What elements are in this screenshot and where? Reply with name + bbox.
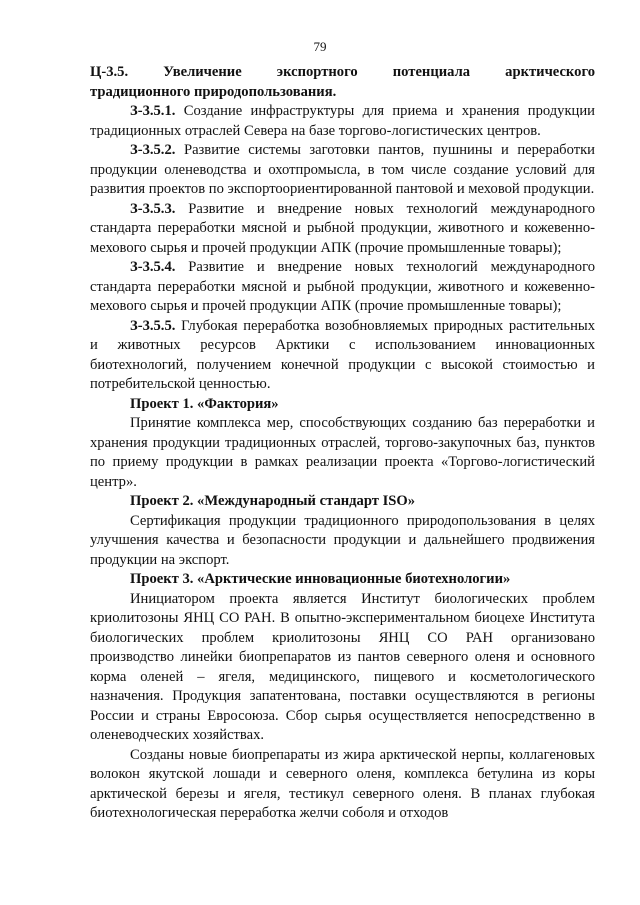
task-paragraph <box>90 317 595 395</box>
task-paragraph <box>90 200 595 259</box>
page-number: 79 <box>313 39 327 54</box>
task-text: Глубокая переработка возобновляемых природных растительных и животных ресурсов Арктики с использованием инновационных биотехнологий, получением конечной продукции с высокой стоимостью и потребительской ценностью. <box>90 317 595 392</box>
project-paragraph: Созданы новые биопрепараты из жира арктической нерпы, коллагеновых волокон якутской лошади и северного оленя, комплекса бетулина из коры арктической березы и ягеля, тестикул северного оленя. В планах глубокая биотехнологическая переработка желчи соболя и отходов <box>90 746 595 821</box>
task-paragraph <box>90 102 595 141</box>
project-title: Проект 1. «Фактория» <box>130 395 279 412</box>
task-text: Развитие и внедрение новых технологий международного стандарта переработки мясной и рыбной продукции, животного и кожевенно-мехового сырья и прочей продукции АПК (прочие промышленные товары); <box>90 259 595 314</box>
task-code: З-3.5.3. <box>130 200 176 217</box>
task-text: Развитие системы заготовки пантов, пушнины и переработки продукции оленеводства и охотпромысла, в том числе создание условий для развития проектов по экспортоориентированной пантовой и меховой продукции. <box>90 142 595 197</box>
section-heading-line-2: традиционного природопользования. <box>90 83 337 100</box>
task-paragraph <box>90 141 595 200</box>
section-heading-line-1: Ц-3.5. Увеличение экспортного потенциала арктического <box>90 64 595 80</box>
project-paragraph: Сертификация продукции традиционного природопользования в целях улучшения качества и безопасности продукции и дальнейшего продвижения продукции на экспорт. <box>90 512 595 568</box>
page-content <box>90 63 595 824</box>
task-code: З-3.5.5. <box>130 317 176 334</box>
task-text: Создание инфраструктуры для приема и хранения продукции традиционных отраслей Севера на базе торгово-логистических центров. <box>90 103 595 139</box>
task-code: З-3.5.2. <box>130 142 176 158</box>
project-paragraph: Инициатором проекта является Институт биологических проблем криолитозоны ЯНЦ СО РАН. В опытно-экспериментальном биоцехе Института биологических проблем криолитозоны ЯНЦ СО РАН организовано производство линейки биопрепаратов из пантов северного оленя и основного корма оленей – ягеля, медицинского, пищевого и косметологического назначения. Продукция запатентована, поставки осуществляются в регионы России и страны Евросоюза. Сбор сырья осуществляется непосредственно в оленеводческих хозяйствах. <box>90 590 595 743</box>
task-code: З-3.5.4. <box>130 259 176 275</box>
section-heading <box>90 63 595 102</box>
task-text: Развитие и внедрение новых технологий международного стандарта переработки мясной и рыбной продукции, животного и кожевенно-мехового сырья и прочей продукции АПК (прочие промышленные товары); <box>90 200 595 256</box>
project-title: Проект 3. «Арктические инновационные биотехнологии» <box>130 571 511 587</box>
task-code: З-3.5.1. <box>130 103 176 119</box>
task-paragraph <box>90 258 595 317</box>
project-paragraph: Принятие комплекса мер, способствующих созданию баз переработки и хранения продукции традиционных отраслей, торгово-закупочных баз, пунктов по приему продукции в рамках реализации проекта «Торгово-логистический центр». <box>90 415 595 490</box>
project-title: Проект 2. «Международный стандарт ISO» <box>130 493 416 509</box>
